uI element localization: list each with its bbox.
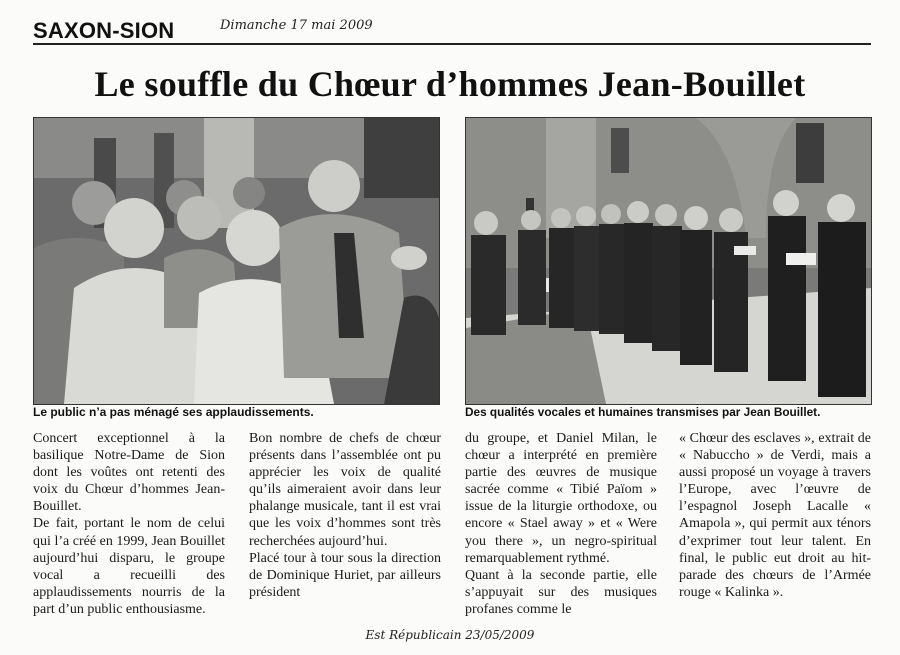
photo-choir bbox=[465, 117, 872, 405]
paragraph: « Chœur des esclaves », extrait de « Nabuccho » de Verdi, mais a aussi proposé un voyage à travers l’Europe, avec l’œuvre de l’espagnol Joseph Lacalle « Amapola », qui permit aux ténors d’exprimer tout leur talent. En final, le public eut droit au hit-parade des chœurs de l’Armée rouge « Kalinka ». bbox=[679, 431, 871, 600]
paragraph: Bon nombre de chefs de chœur présents dans l’assemblée ont pu apprécier les voix de qualité qu’ils aimeraient avoir dans leur phalange musicale, tant il est vrai que les voix d’hommes sont très recherchées aujourd’hui. bbox=[249, 431, 441, 549]
headline: Le souffle du Chœur d’hommes Jean-Bouillet bbox=[94, 64, 806, 104]
paragraph: Concert exceptionnel à la basilique Notre-Dame de Sion dont les voûtes ont retenti des voix du Chœur d’hommes Jean-Bouillet. bbox=[33, 431, 225, 515]
paragraph: du groupe, et Daniel Milan, le chœur a interprété en première partie des œuvres de musique sacrée comme « Tibié Païom » issue de la liturgie orthodoxe, ou encore « Stael away » et « Were you there », un negro-spiritual remarquablement rythmé. bbox=[465, 431, 657, 566]
section-title: SAXON-SION bbox=[33, 18, 175, 43]
article-column-3 bbox=[465, 430, 657, 618]
paragraph: Placé tour à tour sous la direction de Dominique Huriet, par ailleurs président bbox=[249, 550, 441, 600]
article-column-2 bbox=[249, 430, 441, 601]
paragraph: Quant à la seconde partie, elle s’appuyait sur des musiques profanes comme le bbox=[465, 567, 657, 617]
photo-caption-right: Des qualités vocales et humaines transmises par Jean Bouillet. bbox=[465, 405, 821, 419]
source-credit: Est Républicain 23/05/2009 bbox=[365, 628, 535, 642]
article-column-1 bbox=[33, 430, 225, 618]
section-rule bbox=[33, 43, 871, 45]
paragraph: De fait, portant le nom de celui qui l’a créé en 1999, Jean Bouillet aujourd’hui disparu, le groupe vocal a recueilli des applaudissements nourris de la part d’un public enthousiasme. bbox=[33, 516, 225, 617]
article-column-4 bbox=[679, 430, 871, 601]
photo-caption-left: Le public n’a pas ménagé ses applaudissements. bbox=[33, 405, 314, 419]
dateline: Dimanche 17 mai 2009 bbox=[220, 18, 373, 33]
photo-audience bbox=[33, 117, 440, 405]
